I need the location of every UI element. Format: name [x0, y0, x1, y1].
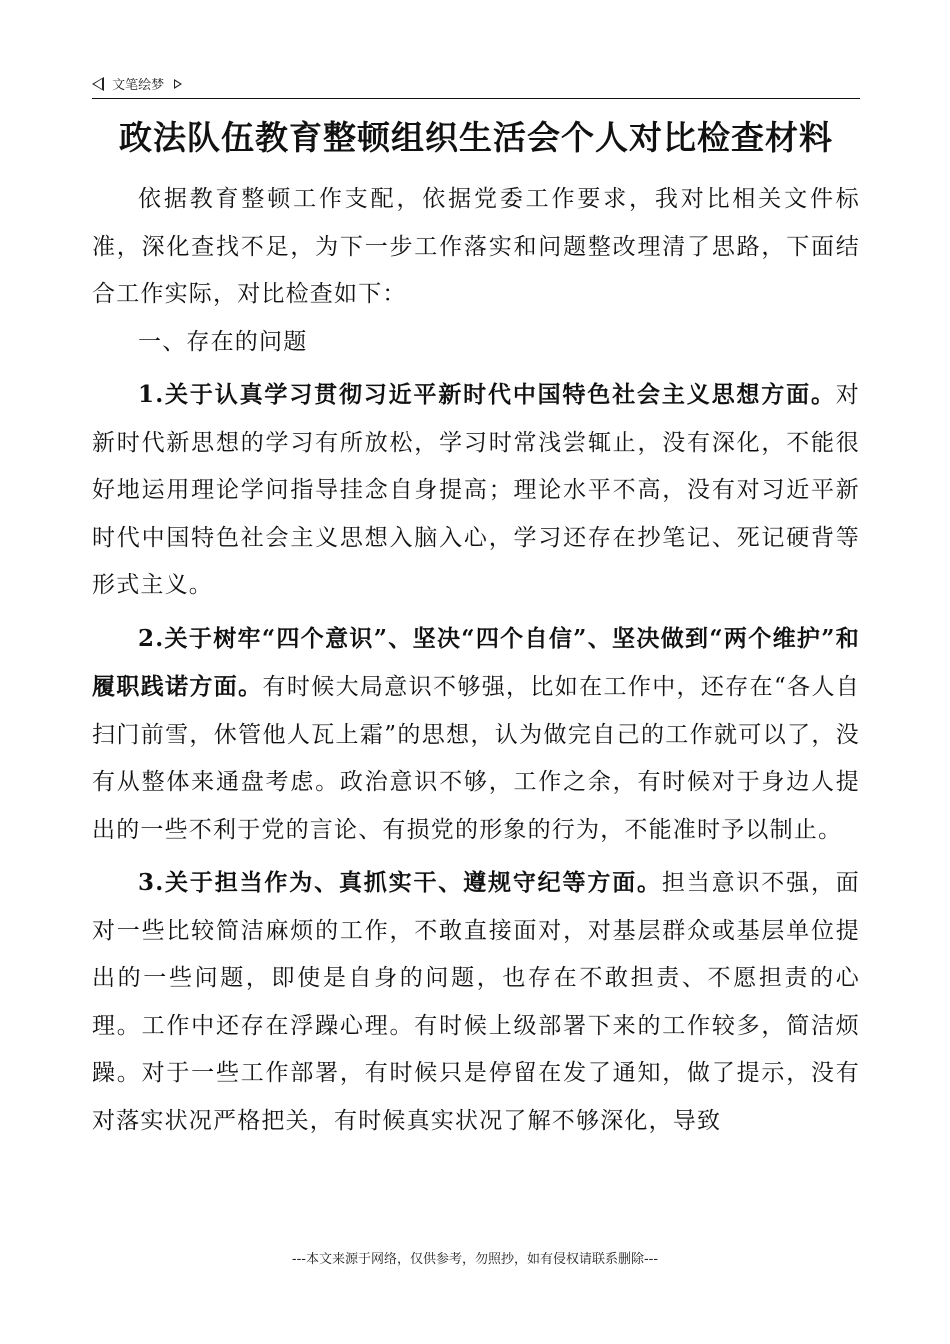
- item-paragraph-2: [92, 615, 860, 855]
- page-header: [92, 74, 860, 98]
- item-body-1: 对新时代新思想的学习有所放松，学习时常浅尝辄止，没有深化，不能很好地运用理论学问指导挂念自身提高；理论水平不高，没有对习近平新时代中国特色社会主义思想入脑入心，学习还存在抄笔记、死记硬背等形式主义。: [92, 382, 860, 598]
- intro-paragraph: 依据教育整顿工作支配，依据党委工作要求，我对比相关文件标准，深化查找不足，为下一步工作落实和问题整改理清了思路，下面结合工作实际，对比检查如下：: [92, 186, 860, 307]
- section-heading: 一、存在的问题: [138, 328, 308, 355]
- item-heading-1: 1.关于认真学习贯彻习近平新时代中国特色社会主义思想方面。: [138, 381, 836, 408]
- item-heading-2: 2.关于树牢“四个意识”、坚决“四个自信”、坚决做到“两个维护”和履职践诺方面。: [92, 624, 860, 700]
- item-heading-3: 3.关于担当作为、真抓实干、遵规守纪等方面。: [138, 869, 662, 896]
- item-body-3: 担当意识不强，面对一些比较简洁麻烦的工作，不敢直接面对，对基层群众或基层单位提出的一些问题，即使是自身的问题，也存在不敢担责、不愿担责的心理。工作中还存在浮躁心理。有时候上级部署下来的工作较多，简洁烦躁。对于一些工作部署，有时候只是停留在发了通知，做了提示，没有对落实状况严格把关，有时候真实状况了解不够深化，导致: [92, 870, 860, 1134]
- document-title: 政法队伍教育整顿组织生活会个人对比检查材料: [119, 118, 833, 157]
- triangle-right-icon: [174, 79, 182, 89]
- document-body: [92, 176, 860, 1145]
- page-footer: ---本文来源于网络，仅供参考，勿照抄，如有侵权请联系删除---: [291, 1252, 659, 1267]
- item-body-2: 有时候大局意识不够强，比如在工作中，还存在“各人自扫门前雪，休管他人瓦上霜”的思想，认为做完自己的工作就可以了，没有从整体来通盘考虑。政治意识不够，工作之余，有时候对于身边人提出的一些不利于党的言论、有损党的形象的行为，不能准时予以制止。: [92, 674, 860, 843]
- triangle-left-icon: [92, 77, 104, 91]
- header-rule: [92, 98, 860, 99]
- item-paragraph-3: [92, 859, 860, 1145]
- header-brand: 文笔绘梦: [112, 78, 165, 93]
- item-paragraph-1: [92, 371, 860, 610]
